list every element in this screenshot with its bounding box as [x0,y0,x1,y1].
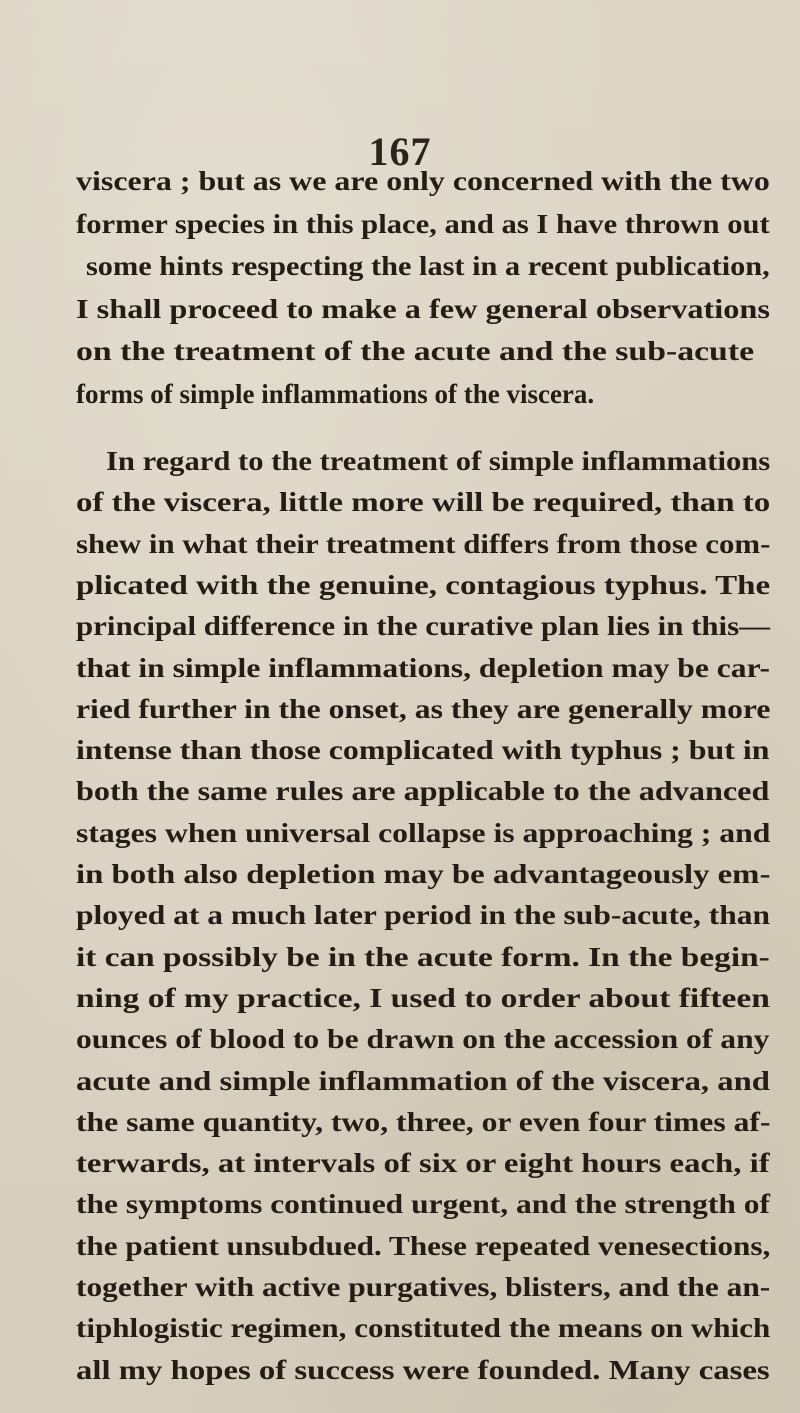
text-line: the same quantity, two, three, or even four times af- [76,1106,771,1137]
text-line: ning of my practice, I used to order about fifteen [76,982,770,1013]
text-line: of the viscera, little more will be required, than to [76,487,771,518]
text-line: stages when universal collapse is approaching ; and [76,817,771,848]
text-line: viscera ; but as we are only concerned with the two [76,166,770,196]
text-line: ployed at a much later period in the sub-acute, than [76,900,771,931]
text-line: principal difference in the curative plan lies in this— [76,611,770,642]
text-line: I shall proceed to make a few general observations [76,293,770,324]
text-line: on the treatment of the acute and the sub-acute [76,336,755,366]
text-line: former species in this place, and as I have thrown out [76,208,770,239]
text-line: ounces of blood to be drawn on the accession of any [76,1024,770,1055]
text-line: in both also depletion may be advantageously em- [76,859,771,889]
page-number: 167 [368,129,432,174]
text-line: that in simple inflammations, depletion may be car- [76,652,770,683]
text-line: some hints respecting the last in a recent publication, [86,251,770,281]
text-line: In regard to the treatment of simple inflammations [106,446,771,476]
text-line: forms of simple inflammations of the viscera. [76,378,595,409]
text-line: the symptoms continued urgent, and the strength of [76,1189,771,1220]
text-line: terwards, at intervals of six or eight hours each, if [76,1148,770,1179]
text-line: together with active purgatives, blisters, and the an- [76,1272,771,1302]
text-line: ried further in the onset, as they are generally more [76,693,771,724]
text-line: intense than those complicated with typhus ; but in [76,735,770,766]
text-line: shew in what their treatment differs from those com- [76,528,771,559]
text-line: the patient unsubdued. These repeated venesections, [76,1230,771,1261]
text-line: acute and simple inflammation of the viscera, and [76,1065,771,1096]
text-line: plicated with the genuine, contagious typhus. The [76,569,771,600]
text-line: tiphlogistic regimen, constituted the means on which [76,1313,771,1344]
text-line: all my hopes of success were founded. Many cases [76,1354,770,1385]
text-line: it can possibly be in the acute form. In the begin- [76,941,770,972]
text-line: both the same rules are applicable to the advanced [76,776,770,807]
